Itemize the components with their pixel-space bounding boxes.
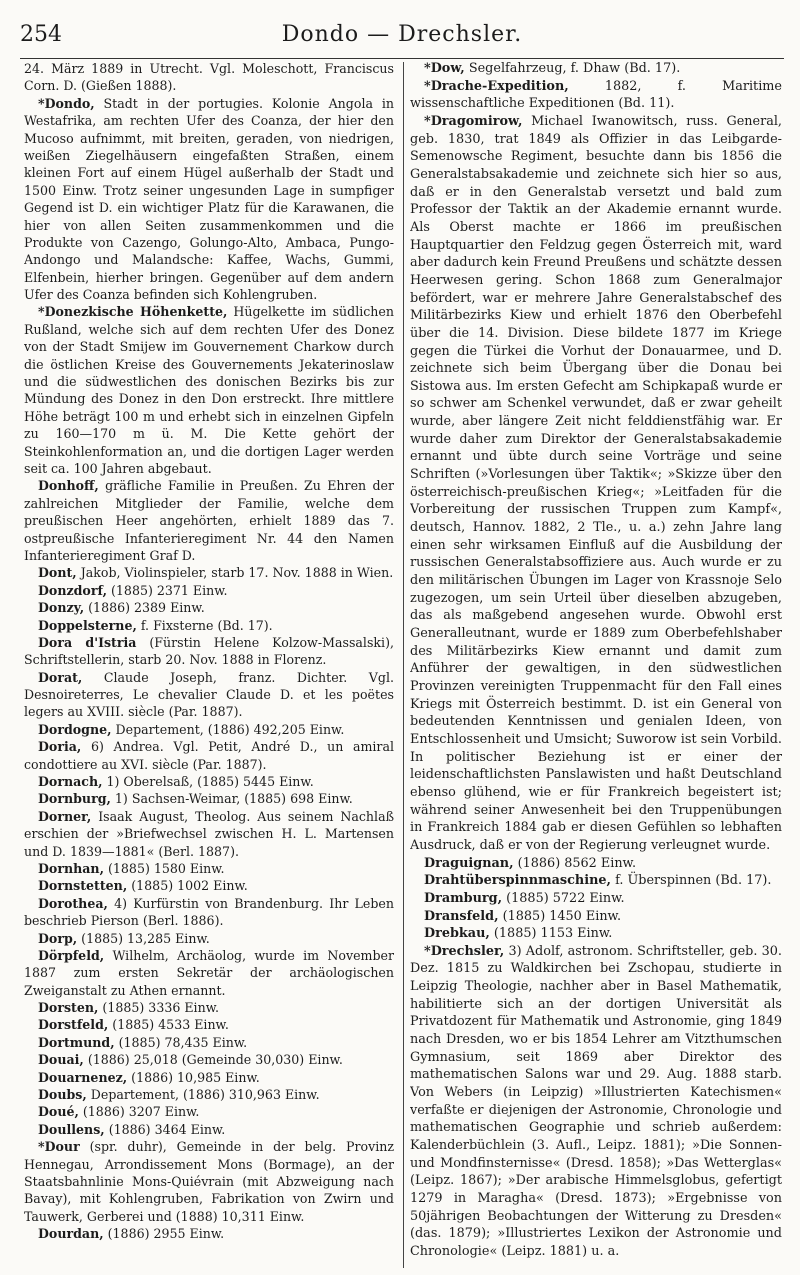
page-header: [20, 22, 784, 52]
column-divider: [403, 62, 404, 1268]
dictionary-entry: [24, 895, 394, 930]
entry-headword: Dornach,: [38, 774, 103, 790]
dictionary-entry: [24, 1034, 394, 1051]
entry-text: gräfliche Familie in Preußen. Zu Ehren der zahlreichen Mitglieder der Familie, welche dem preußischen Heer angehörten, erhielt 1889 das 7. ostpreußische Infanterieregiment Nr. 44 den Namen Infanterieregiment Graf D.: [24, 478, 394, 563]
entry-text: Wilhelm, Archäolog, wurde im November 1887 zum ersten Sekretär der archäologischen Zweiganstalt zu Athen ernannt.: [24, 947, 394, 998]
entry-text: f. Überspinnen (Bd. 17).: [611, 873, 772, 889]
right-column: [410, 60, 782, 1270]
dictionary-entry: [24, 1103, 394, 1120]
entry-text: (1886) 3207 Einw.: [78, 1104, 200, 1120]
dictionary-entry: [24, 860, 394, 877]
entry-headword: Dordogne,: [38, 721, 112, 737]
entry-text: (1885) 78,435 Einw.: [114, 1034, 248, 1050]
entry-headword: Doubs,: [38, 1087, 87, 1103]
dictionary-entry: [24, 808, 394, 860]
entry-text: (1886) 2389 Einw.: [84, 600, 205, 616]
entry-headword: Doullens,: [38, 1121, 105, 1137]
entry-headword: Dornburg,: [38, 791, 111, 807]
dictionary-entry: [410, 855, 782, 873]
entry-text: f. Fixsterne (Bd. 17).: [136, 617, 273, 633]
entry-headword: Doria,: [38, 739, 82, 755]
entry-headword: Doppelsterne,: [38, 617, 137, 633]
dictionary-entry: [24, 1069, 394, 1086]
entry-headword: Dorstfeld,: [38, 1017, 109, 1033]
dictionary-entry: [24, 947, 394, 999]
dictionary-entry: [410, 872, 782, 890]
header-rule: [20, 58, 784, 59]
entry-text: Jakob, Violinspieler, starb 17. Nov. 1888 in Wien.: [76, 565, 394, 581]
dictionary-entry: [24, 930, 394, 947]
entry-headword: *Dondo,: [38, 95, 95, 111]
dictionary-entry: [24, 790, 394, 807]
dictionary-entry: [24, 773, 394, 790]
entry-text: 6) Andrea. Vgl. Petit, André D., un amiral condottiere au XVI. siècle (Par. 1887).: [24, 739, 394, 772]
entry-headword: Douarnenez,: [38, 1069, 128, 1085]
entry-text: (1885) 1002 Einw.: [127, 878, 248, 894]
dictionary-entry: [410, 890, 782, 908]
entry-headword: Dramburg,: [424, 890, 503, 906]
dictionary-entry: [24, 1086, 394, 1103]
entry-headword: *Dow,: [424, 61, 465, 76]
entry-headword: Dourdan,: [38, 1226, 104, 1242]
entry-text: (1885) 5722 Einw.: [502, 890, 625, 906]
dictionary-entry: [24, 1225, 394, 1242]
entry-text: (1886) 10,985 Einw.: [127, 1069, 260, 1085]
entry-text: Hügelkette im südlichen Rußland, welche sich auf dem rechten Ufer des Donez von der Stadt Smijew im Gouvernement Charkow durch die östlichen Kreise des Gouvernements Jekaterinoslaw und die südwestlichen des donischen Bezirks bis zur Mündung des Donez in den Don erstreckt. Ihre mittlere Höhe beträgt 100 m und erhebt sich in einzelnen Gipfeln zu 160—170 m ü. M. Die Kette gehört der Steinkohlenformation an, und die dortigen Lager werden seit ca. 100 Jahren abgebaut.: [24, 304, 394, 476]
entry-text: Isaak August, Theolog. Aus seinem Nachlaß erschien der »Briefwechsel zwischen H. L. Martensen und D. 1839—1881« (Berl. 1887).: [24, 808, 394, 859]
dictionary-entry: [410, 943, 782, 1261]
entry-text: (1885) 3336 Einw.: [98, 1000, 219, 1016]
dictionary-entry: [24, 877, 394, 894]
entry-text: (1885) 1580 Einw.: [103, 860, 225, 876]
dictionary-entry: [24, 95, 394, 304]
dictionary-entry: [24, 60, 394, 95]
running-title: Dondo — Drechsler.: [281, 22, 523, 47]
entry-text: Segelfahrzeug, f. Dhaw (Bd. 17).: [464, 61, 681, 76]
entry-headword: Donzy,: [38, 600, 85, 616]
entry-text: (1885) 1153 Einw.: [489, 926, 613, 942]
dictionary-entry: [410, 60, 782, 78]
entry-headword: Dortmund,: [38, 1034, 115, 1050]
entry-headword: Dont,: [38, 565, 77, 581]
entry-headword: Dorp,: [38, 930, 78, 946]
entry-headword: Dorsten,: [38, 1000, 99, 1016]
entry-text: Departement, (1886) 492,205 Einw.: [111, 721, 345, 737]
entry-text: Departement, (1886) 310,963 Einw.: [86, 1087, 320, 1103]
entry-text: 1882, f. Maritime wissenschaftliche Expeditionen (Bd. 11).: [410, 78, 782, 112]
entry-headword: Dorothea,: [38, 895, 108, 911]
entry-headword: Donzdorf,: [38, 582, 107, 598]
dictionary-entry: [24, 1051, 394, 1068]
entry-headword: Drebkau,: [424, 926, 490, 942]
dictionary-entry: [24, 303, 394, 477]
entry-text: (1885) 13,285 Einw.: [77, 930, 210, 946]
entry-headword: Draguignan,: [424, 855, 514, 871]
dictionary-entry: [24, 738, 394, 773]
entry-headword: *Donezkische Höhenkette,: [38, 304, 228, 320]
entry-headword: Dransfeld,: [424, 908, 499, 924]
entry-text: (1886) 8562 Einw.: [513, 855, 637, 871]
dictionary-entry: [24, 582, 394, 599]
dictionary-entry: [24, 634, 394, 669]
entry-headword: Dorat,: [38, 669, 83, 685]
dictionary-entry: [24, 1138, 394, 1225]
dictionary-entry: [24, 599, 394, 616]
entry-headword: Dornhan,: [38, 860, 104, 876]
dictionary-entry: [24, 564, 394, 581]
dictionary-entry: [24, 617, 394, 634]
left-column: [24, 60, 394, 1270]
entry-text: 4) Kurfürstin von Brandenburg. Ihr Leben beschrieb Pierson (Berl. 1886).: [24, 895, 394, 929]
entry-text: 3) Adolf, astronom. Schriftsteller, geb. 30. Dez. 1815 zu Waldkirchen bei Zschopau, studierte in Leipzig Theologie, nachher aber in Basel Mathematik, habilitierte sich an der dortigen Universität als Privatdozent für Mathematik und Astronomie, ging 1849 nach Dresden, wo er bis 1854 Lehrer am Vitzthumschen Gymnasium, seit 1869 aber Direktor des mathematischen Salons war und 29. Aug. 1888 starb. Von Webers (in Leipzig) »Illustrierten Katechismen« verfaßte er diejenigen der Astronomie, Chronologie und mathematischen Geographie und schrieb außerdem: Kalenderbüchlein (3. Aufl., Leipz. 1881); »Die Sonnen- und Mondfinsternisse« (Dresd. 1858); »Das Wetterglas« (Leipz. 1867); »Der arabische Himmelsglobus, gefertigt 1279 in Maragha« (Dresd. 1873); »Ergebnisse von 50jährigen Beobachtungen der Witterung zu Dresden« (das. 1879); »Illustriertes Lexikon der Astronomie und Chronologie« (Leipz. 1881) u. a.: [410, 943, 782, 1259]
entry-headword: Drahtüberspinnmaschine,: [424, 873, 611, 889]
entry-text: (Fürstin Helene Kolzow-Massalski), Schriftstellerin, starb 20. Nov. 1888 in Florenz.: [24, 634, 394, 668]
dictionary-entry: [410, 78, 782, 113]
entry-headword: Dornstetten,: [38, 878, 128, 894]
entry-text: (1886) 2955 Einw.: [103, 1226, 225, 1242]
entry-headword: Dörpfeld,: [38, 947, 105, 963]
entry-headword: *Dour: [38, 1139, 80, 1155]
entry-text: (1885) 1450 Einw.: [498, 908, 622, 924]
entry-headword: Doué,: [38, 1104, 79, 1120]
dictionary-entry: [410, 925, 782, 943]
entry-text: (spr. duhr), Gemeinde in der belg. Provinz Hennegau, Arrondissement Mons (Bormage), an der Staatsbahnlinie Mons-Quiévrain (mit Abzweigung nach Bavay), mit Kohlengruben, Fabrikation von Zwirn und Tauwerk, Gerberei und (1888) 10,311 Einw.: [24, 1139, 394, 1224]
entry-text: (1886) 3464 Einw.: [104, 1121, 226, 1137]
entry-text: 1) Oberelsaß, (1885) 5445 Einw.: [102, 774, 314, 790]
dictionary-entry: [24, 477, 394, 564]
entry-headword: Donhoff,: [38, 478, 99, 494]
entry-text: (1885) 4533 Einw.: [108, 1017, 229, 1033]
dictionary-entry: [24, 669, 394, 721]
dictionary-entry: [24, 1121, 394, 1138]
entry-text: Claude Joseph, franz. Dichter. Vgl. Desnoireterres, Le chevalier Claude D. et les poëtes legers au XVIII. siècle (Par. 1887).: [24, 669, 394, 720]
entry-text: (1885) 2371 Einw.: [107, 582, 228, 598]
entry-text: (1886) 25,018 (Gemeinde 30,030) Einw.: [83, 1052, 343, 1068]
entry-headword: Dorner,: [38, 808, 92, 824]
entry-headword: *Dragomirow,: [424, 113, 523, 129]
entry-headword: *Drache-Expedition,: [424, 78, 569, 94]
entry-text: Michael Iwanowitsch, russ. General, geb. 1830, trat 1849 als Offizier in das Leibgarde-Semenowsche Regiment, besuchte dann bis 1856 die Generalstabsakademie und zeichnete sich hier so aus, daß er in den Generalstab versetzt und bald zum Professor der Taktik an der Akademie ernannt wurde. Als Oberst machte er 1866 im preußischen Hauptquartier den Feldzug gegen Österreich mit, ward aber dadurch kein Freund Preußens und schätzte dessen Heerwesen gering. Schon 1868 zum Generalmajor befördert, war er mehrere Jahre Generalstabschef des Militärbezirks Kiew und erhielt 1876 den Oberbefehl über die 14. Division. Diese bildete 1877 im Kriege gegen die Türkei die Vorhut der Donauarmee, und D. zeichnete sich beim Übergang über die Donau bei Sistowa aus. Im ersten Gefecht am Schipkapaß wurde er so schwer am Schenkel verwundet, daß er zwar geheilt wurde, aber längere Zeit nicht felddienstfähig war. Er wurde daher zum Direktor der Generalstabsakademie ernannt und übte durch seine Vorträge und seine Schriften (»Vorlesungen über Taktik«; »Skizze über den österreichisch-preußischen Krieg«; »Leitfaden für die Vorbereitung der russischen Truppen zum Kampf«, deutsch, Hannov. 1882, 2 Tle., u. a.) zehn Jahre lang einen sehr wirksamen Einfluß auf die Ausbildung der russischen Generalstabsoffiziere aus. Auch wurde er zu den militärischen Übungen im Lager von Krassnoje Selo zugezogen, um sein Urteil über dieselben abzugeben, das als maßgebend angesehen wurde. Obwohl erst Generalleutnant, wurde er 1889 zum Oberbefehlshaber des Militärbezirks Kiew ernannt und damit zum Anführer der gewaltigen, in den südwestlichen Provinzen vereinigten Truppenmacht für den Fall eines Kriegs mit Österreich bestimmt. D. ist ein General von bedeutenden Kenntnissen und genialen Ideen, von Entschlossenheit und Umsicht; Suworow ist sein Vorbild. In politischer Beziehung ist er einer der leidenschaftlichsten Panslawisten und haßt Deutschland ebenso glühend, wie er für Frankreich begeistert ist; während seiner Anwesenheit bei den Truppenübungen in Frankreich 1884 gab er diesen Gefühlen so lebhaften Ausdruck, daß er von der Regierung verleugnet wurde.: [410, 113, 782, 853]
page-number: 254: [20, 22, 62, 47]
dictionary-entry: [410, 113, 782, 855]
entry-text: 1) Sachsen-Weimar, (1885) 698 Einw.: [110, 791, 353, 807]
dictionary-entry: [410, 908, 782, 926]
entry-headword: Dora d'Istria: [38, 634, 137, 650]
dictionary-entry: [24, 1016, 394, 1033]
entry-text: 24. März 1889 in Utrecht. Vgl. Moleschott, Franciscus Corn. D. (Gießen 1888).: [24, 61, 394, 94]
entry-headword: Douai,: [38, 1052, 84, 1068]
dictionary-entry: [24, 999, 394, 1016]
entry-text: Stadt in der portugies. Kolonie Angola in Westafrika, am rechten Ufer des Coanza, der hier den Mucoso aufnimmt, mit breiten, geraden, von niedrigen, weißen Ziegelhäusern eingefaßten Straßen, einem kleinen Fort auf einem Hügel außerhalb der Stadt und 1500 Einw. Trotz seiner ungesunden Lage in sumpfiger Gegend ist D. ein wichtiger Platz für die Karawanen, die hier von allen Seiten zusammenkommen und die Produkte von Cazengo, Golungo-Alto, Ambaca, Pungo-Andongo und Malandsche: Kaffee, Wachs, Gummi, Elfenbein, hierher bringen. Gegenüber auf dem andern Ufer des Coanza befinden sich Kohlengruben.: [24, 95, 394, 303]
entry-headword: *Drechsler,: [424, 943, 505, 959]
dictionary-entry: [24, 721, 394, 738]
